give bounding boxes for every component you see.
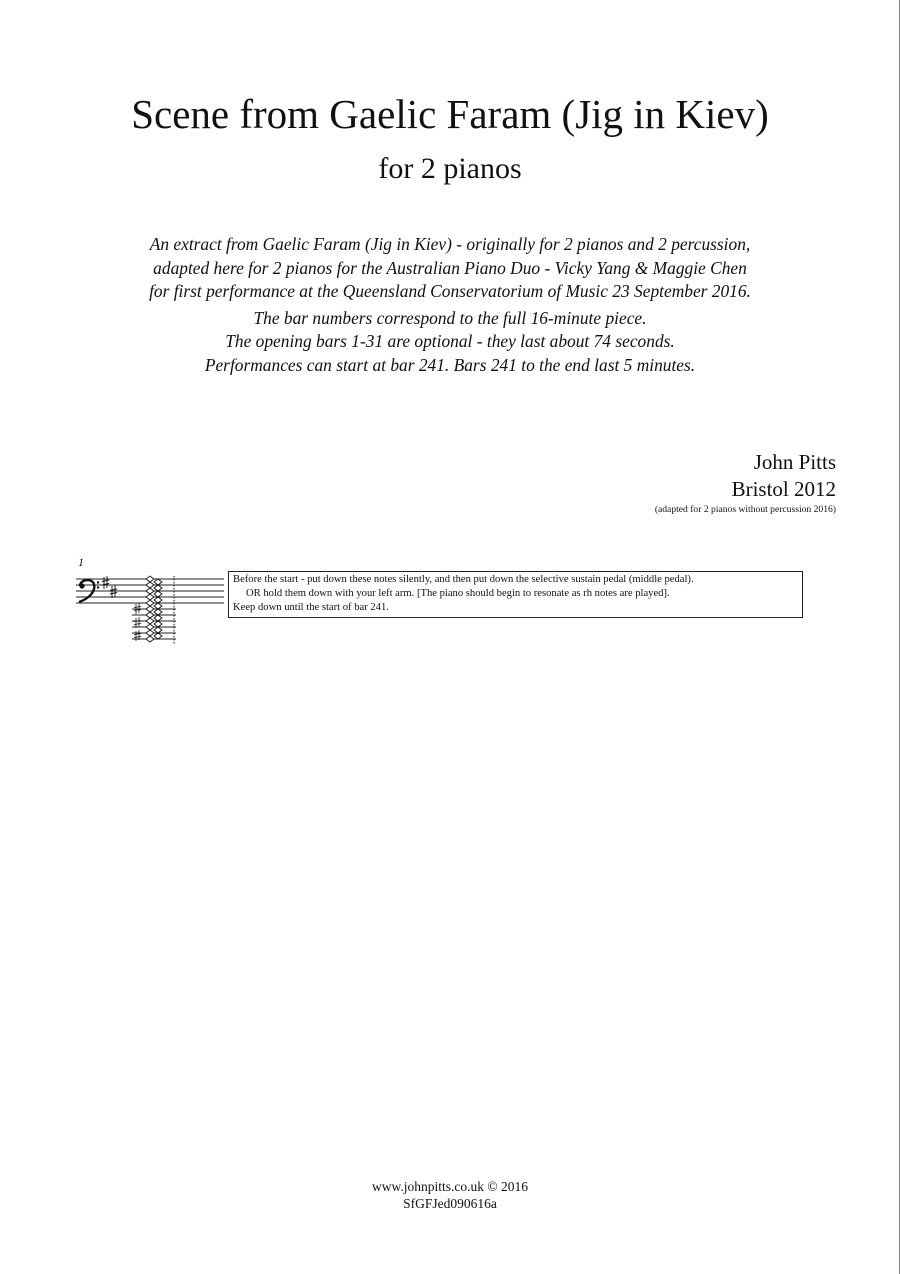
sharp-icon (110, 585, 117, 598)
sharp-icon (134, 603, 141, 614)
sharp-icon (102, 576, 109, 589)
footer-website: www.johnpitts.co.uk © 2016 (371, 1179, 528, 1194)
bar-number: 1 (78, 555, 84, 569)
composer-name: John Pitts (753, 450, 836, 474)
credits-block (655, 448, 836, 516)
adaptation-note: (adapted for 2 pianos without percussion 2016) (654, 504, 836, 515)
program-notes (0, 233, 900, 378)
performance-instruction-box (228, 571, 803, 618)
music-staff (72, 552, 232, 652)
program-note-line: The bar numbers correspond to the full 16-minute piece. (253, 307, 647, 328)
page-footer (0, 1178, 900, 1212)
instruction-line: Keep down until the start of bar 241. (233, 602, 389, 613)
page-title: Scene from Gaelic Faram (Jig in Kiev) (131, 91, 769, 137)
program-note-line: adapted here for 2 pianos for the Australian Piano Duo - Vicky Yang & Maggie Chen (153, 257, 747, 278)
program-note-line: An extract from Gaelic Faram (Jig in Kiev) - originally for 2 pianos and 2 percussion, (149, 234, 751, 254)
place-year: Bristol 2012 (731, 477, 836, 501)
sharp-icon (134, 617, 141, 628)
program-note-line: for first performance at the Queensland Conservatorium of Music 23 September 2016. (149, 281, 751, 302)
page-subtitle: for 2 pianos (378, 152, 522, 185)
instruction-line: OR hold them down with your left arm. [The piano should begin to resonate as rh notes are played]. (246, 588, 670, 599)
instruction-line: Before the start - put down these notes silently, and then put down the selective sustain pedal (middle pedal). (233, 574, 694, 585)
program-note-line: Performances can start at bar 241. Bars 241 to the end last 5 minutes. (204, 354, 696, 375)
program-note-line: The opening bars 1-31 are optional - they last about 74 seconds. (225, 331, 675, 352)
footer-catalogue-code: SfGFJed090616a (403, 1196, 497, 1211)
